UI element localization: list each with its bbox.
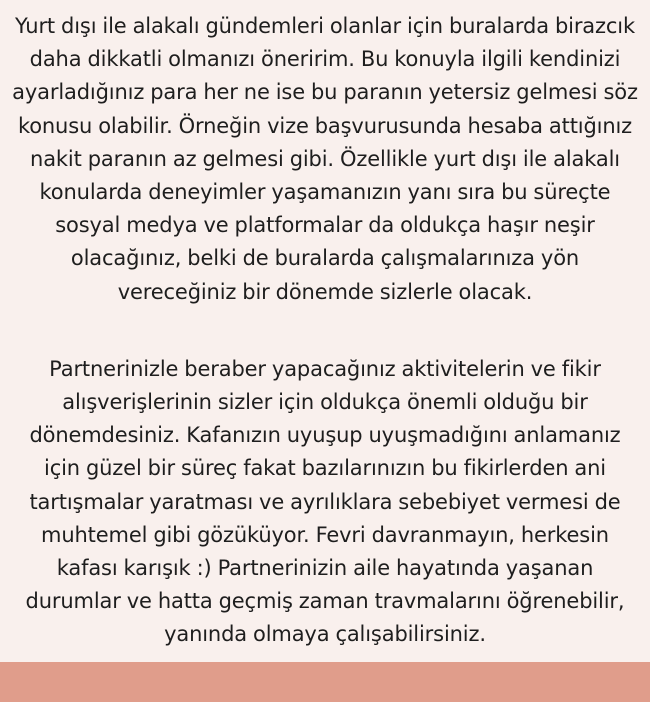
text-line: olacağınız, belki de buralarda çalışmalarınıza yön [70, 246, 580, 271]
paragraph-travel [0, 10, 650, 309]
text-line: yanında olmaya çalışabilirsiniz. [164, 622, 486, 647]
paragraph-partner [0, 353, 650, 652]
text-line: nakit paranın az gelmesi gibi. Özellikle yurt dışı ile alakalı [30, 146, 620, 171]
text-line: daha dikkatli olmanızı öneririm. Bu konuyla ilgili kendinizi [29, 47, 621, 72]
text-line: durumlar ve hatta geçmiş zaman travmalarını öğrenebilir, [25, 589, 625, 614]
text-line: vereceğiniz bir dönemde sizlerle olacak. [117, 279, 533, 304]
text-line: kafası karışık :) Partnerinizin aile hayatında yaşanan [56, 556, 594, 581]
text-line: konusu olabilir. Örneğin vize başvurusunda hesaba attığınız [17, 113, 633, 138]
article-body [0, 10, 650, 652]
text-line: muhtemel gibi gözüküyor. Fevri davranmayın, herkesin [41, 522, 609, 547]
text-line: dönemdesiniz. Kafanızın uyuşup uyuşmadığını anlamanız [29, 423, 621, 448]
paragraph-gap [0, 309, 650, 353]
footer-band [0, 662, 650, 702]
text-line: konularda deneyimler yaşamanızın yanı sıra bu süreçte [39, 180, 611, 205]
text-line: sosyal medya ve platformalar da oldukça haşır neşir [55, 213, 595, 238]
text-line: ayarladığınız para her ne ise bu paranın yetersiz gelmesi söz [12, 80, 638, 105]
text-line: Partnerinizle beraber yapacağınız aktivitelerin ve fikir [49, 356, 601, 381]
text-line: için güzel bir süreç fakat bazılarınızın bu fikirlerden ani [44, 456, 606, 481]
text-line: tartışmalar yaratması ve ayrılıklara sebebiyet vermesi de [29, 489, 621, 514]
text-line: Yurt dışı ile alakalı gündemleri olanlar için buralarda birazcık [15, 14, 635, 38]
text-line: alışverişlerinin sizler için oldukça önemli olduğu bir [62, 390, 588, 415]
